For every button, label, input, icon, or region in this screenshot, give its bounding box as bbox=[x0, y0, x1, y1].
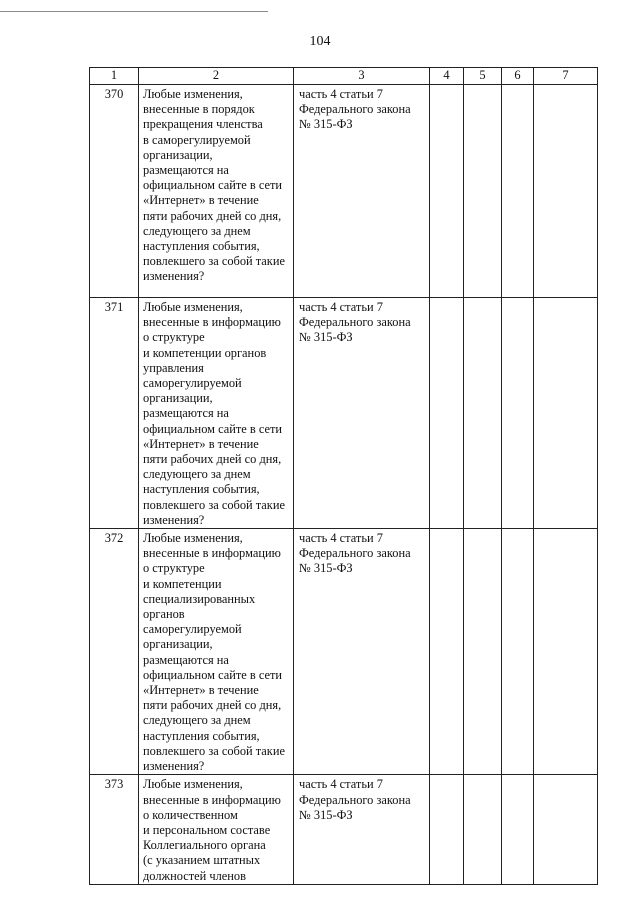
question-text: Любые изменения, внесенные в порядок прекращения членства в саморегулируемой организации, размещаются на официальном сайте в сети «Интернет» в течение пяти рабочих дней со дня, следующего за днем наступления события, повлекшего за собой такие изменения? bbox=[139, 85, 294, 298]
table-row bbox=[90, 85, 598, 298]
answer-cell-5 bbox=[464, 775, 502, 884]
row-number: 372 bbox=[90, 529, 139, 775]
answer-cell-4 bbox=[430, 85, 464, 298]
legal-reference: часть 4 статьи 7 Федерального закона № 315-ФЗ bbox=[294, 775, 430, 884]
answer-cell-5 bbox=[464, 529, 502, 775]
header-row bbox=[90, 68, 598, 85]
answer-cell-7 bbox=[534, 85, 598, 298]
legal-reference: часть 4 статьи 7 Федерального закона № 315-ФЗ bbox=[294, 298, 430, 529]
answer-cell-7 bbox=[534, 298, 598, 529]
top-rule bbox=[0, 11, 268, 12]
column-header-6: 6 bbox=[502, 68, 534, 85]
answer-cell-4 bbox=[430, 298, 464, 529]
column-header-1: 1 bbox=[90, 68, 139, 85]
column-header-2: 2 bbox=[139, 68, 294, 85]
legal-reference: часть 4 статьи 7 Федерального закона № 315-ФЗ bbox=[294, 529, 430, 775]
answer-cell-6 bbox=[502, 85, 534, 298]
column-header-7: 7 bbox=[534, 68, 598, 85]
answer-cell-6 bbox=[502, 529, 534, 775]
answer-cell-7 bbox=[534, 775, 598, 884]
answer-cell-7 bbox=[534, 529, 598, 775]
answer-cell-6 bbox=[502, 775, 534, 884]
column-header-4: 4 bbox=[430, 68, 464, 85]
question-text: Любые изменения, внесенные в информацию о структуре и компетенции специализированных органов саморегулируемой организации, размещаются на официальном сайте в сети «Интернет» в течение пяти рабочих дней со дня, следующего за днем наступления события, повлекшего за собой такие изменения? bbox=[139, 529, 294, 775]
legal-reference: часть 4 статьи 7 Федерального закона № 315-ФЗ bbox=[294, 85, 430, 298]
page-number: 104 bbox=[309, 34, 331, 49]
answer-cell-5 bbox=[464, 298, 502, 529]
table-row bbox=[90, 529, 598, 775]
answer-cell-6 bbox=[502, 298, 534, 529]
table-row bbox=[90, 775, 598, 884]
column-header-5: 5 bbox=[464, 68, 502, 85]
question-text: Любые изменения, внесенные в информацию о структуре и компетенции органов управления саморегулируемой организации, размещаются на официальном сайте в сети «Интернет» в течение пяти рабочих дней со дня, следующего за днем наступления события, повлекшего за собой такие изменения? bbox=[139, 298, 294, 529]
answer-cell-4 bbox=[430, 775, 464, 884]
row-number: 370 bbox=[90, 85, 139, 298]
checklist-table bbox=[89, 67, 598, 885]
question-text: Любые изменения, внесенные в информацию о количественном и персональном составе Коллегиального органа (с указанием штатных должностей членов bbox=[139, 775, 294, 884]
table-row bbox=[90, 298, 598, 529]
answer-cell-5 bbox=[464, 85, 502, 298]
row-number: 371 bbox=[90, 298, 139, 529]
row-number: 373 bbox=[90, 775, 139, 884]
column-header-3: 3 bbox=[294, 68, 430, 85]
answer-cell-4 bbox=[430, 529, 464, 775]
